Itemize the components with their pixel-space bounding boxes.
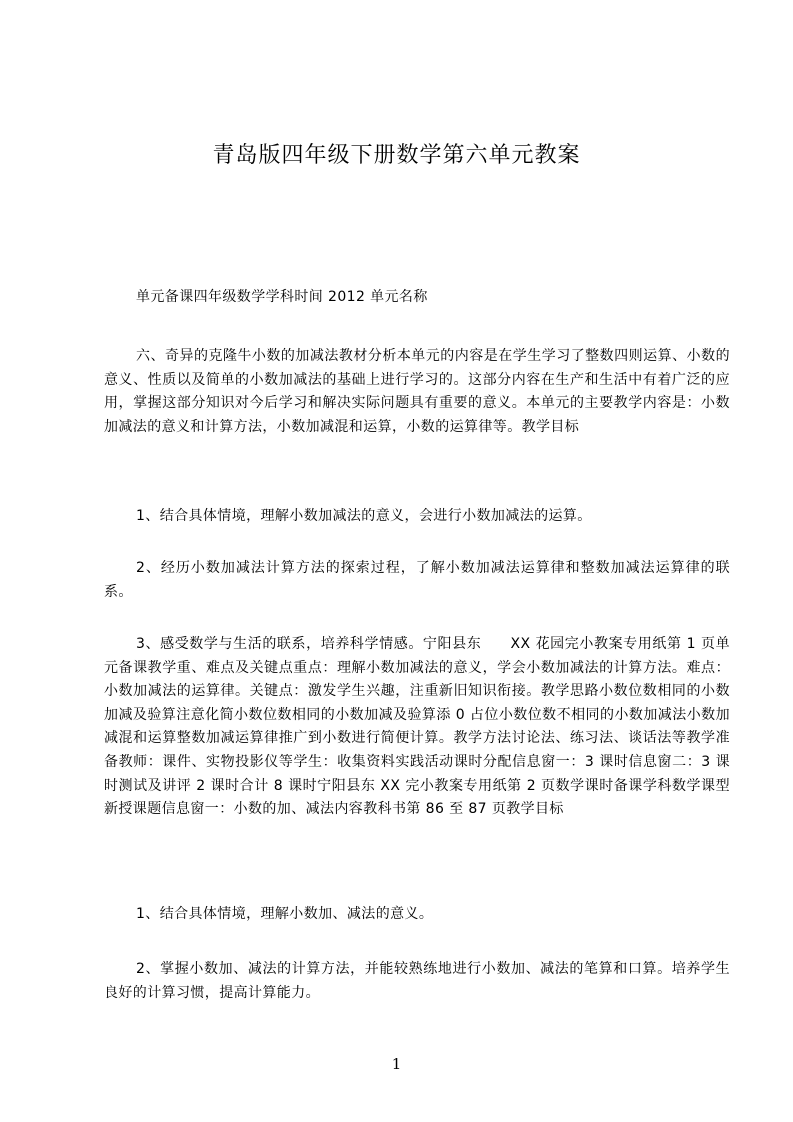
paragraph-lesson-goal-2: 2、掌握小数加、减法的计算方法，并能较熟练地进行小数加、减法的笔算和口算。培养学生良好的计算习惯，提高计算能力。 [104, 961, 730, 1001]
document-title: 青岛版四年级下册数学第六单元教案 [212, 143, 581, 168]
paragraph-goal-3-and-plan: 3、感受数学与生活的联系，培养科学情感。宁阳县东 XX 花园完小教案专用纸第 1 页单元备课教学重、难点及关键点重点：理解小数加减法的意义，学会小数加减法的计算方法。难点：小数加减法的运算律。关键点：激发学生兴趣，注重新旧知识衔接。教学思路小数位数相同的小数加减及验算注意化简小数位数相同的小数加减及验算添 0 占位小数位数不相同的小数加减法小数加减混和运算整数加减运算律推广到小数进行简便计算。教学方法讨论法、练习法、谈话法等教学准备教师：课件、实物投影仪等学生：收集资料实践活动课时分配信息窗一：3 课时信息窗二：3 课时测试及讲评 2 课时合计 8 课时宁阳县东 XX 完小教案专用纸第 2 页数学课时备课学科数学课型新授课题信息窗一：小数的加、减法内容教科书第 86 至 87 页教学目标 [104, 636, 730, 818]
paragraph-goal-2: 2、经历小数加减法计算方法的探索过程，了解小数加减法运算律和整数加减法运算律的联系。 [104, 560, 730, 600]
paragraph-unit-header: 单元备课四年级数学学科时间 2012 单元名称 [136, 289, 428, 305]
paragraph-goal-1: 1、结合具体情境，理解小数加减法的意义，会进行小数加减法的运算。 [136, 508, 592, 524]
paragraph-lesson-goal-1: 1、结合具体情境，理解小数加、减法的意义。 [136, 906, 434, 922]
paragraph-unit-analysis: 六、奇异的克隆牛小数的加减法教材分析本单元的内容是在学生学习了整数四则运算、小数的意义、性质以及简单的小数加减法的基础上进行学习的。这部分内容在生产和生活中有着广泛的应用，掌握这部分知识对今后学习和解决实际问题具有重要的意义。本单元的主要教学内容是：小数加减法的意义和计算方法，小数加减混和运算，小数的运算律等。教学目标 [104, 348, 730, 435]
page-number: 1 [391, 1055, 402, 1073]
